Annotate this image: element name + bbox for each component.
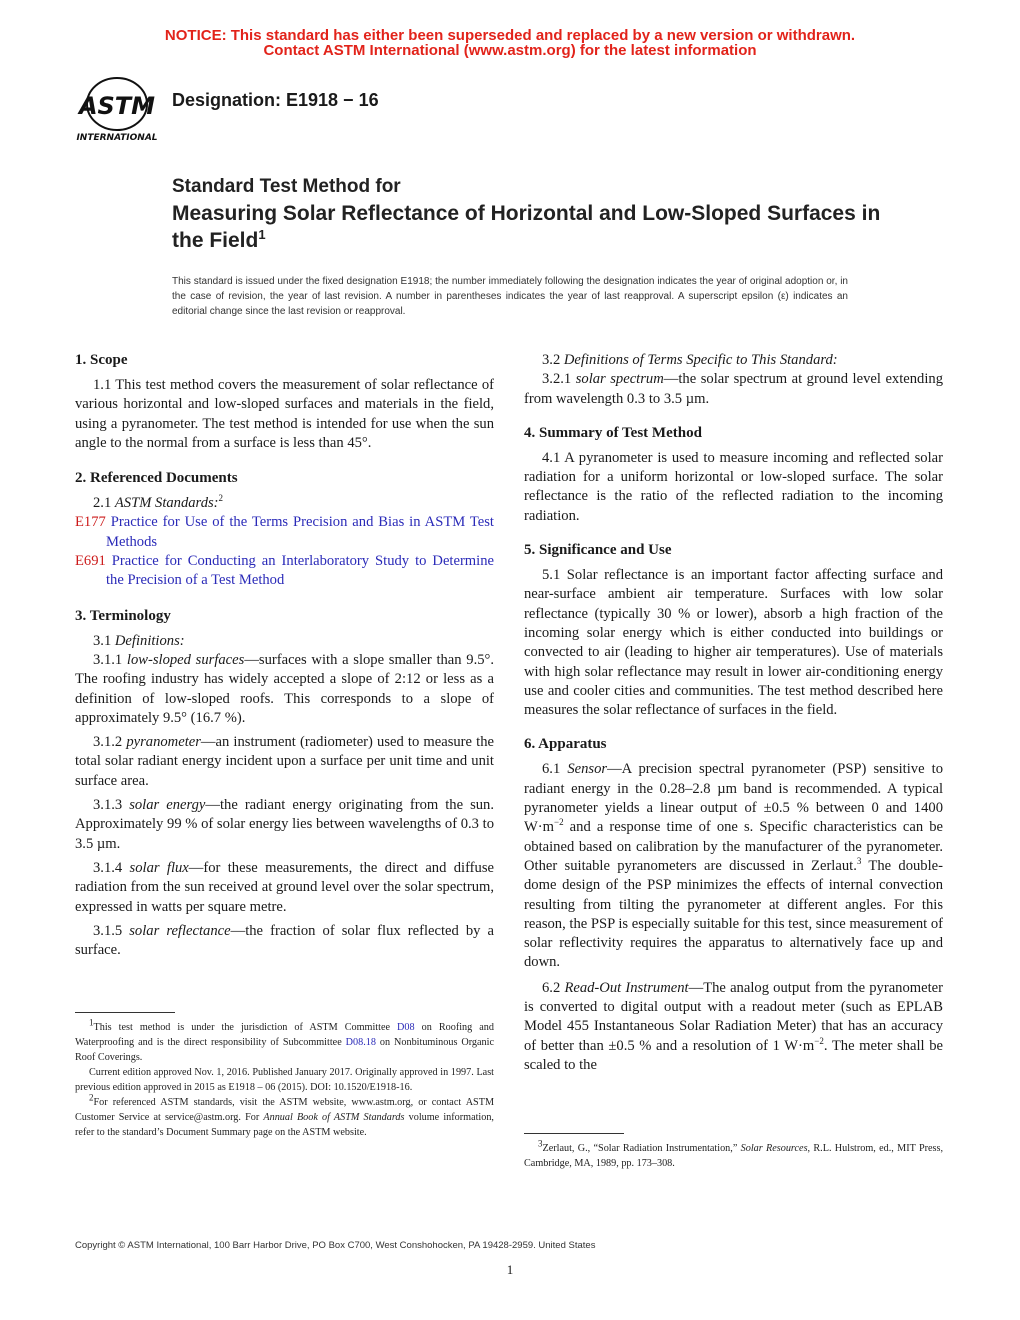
section-4-heading: 4. Summary of Test Method xyxy=(524,424,702,441)
para-6-1: 6.1 Sensor—A precision spectral pyranometer (PSP) sensitive to radiant energy in the 0.28–2.8 µm band is recommended. A typical pyranometer yields a linear output of ±0.5 % between 0 and 1400 $W\cdot m^{-2}$ and a response time of one s. Specific characteristics can be obtained based on calibration by the manufacturer of the pyranometer. Other suitable pyranometers are discussed in Zerlaut.$^3$ The double-dome design of the PSP minimizes the effects of internal convection resulting from tilting the pyranometer at different angles. For this reason, the PSP is especially suitable for this test, since measurement of solar reflectivity requires the apparatus to alternatively face up and down. xyxy=(524,761,943,971)
footnote-3: $^3$Zerlaut, G., “Solar Radiation Instrumentation,” Solar Resources, R.L. Hulstrom, ed., MIT Press, Cambridge, MA, 1989, pp. 173–308. xyxy=(524,1138,943,1169)
def-3-1-5: 3.1.5 solar reflectance—the fraction of solar flux reflected by a surface. xyxy=(75,922,494,959)
footnote-1-edition: Current edition approved Nov. 1, 2016. Published January 2017. Originally approved in 1997. Last previous edition approved in 2015 as E1918 – 06 (2015). DOI: 10.1520/E1918-16. xyxy=(75,1067,494,1093)
footnotes-left xyxy=(75,1017,494,1140)
logo-subtext: INTERNATIONAL xyxy=(76,133,158,143)
footnote-rule-left xyxy=(75,1012,175,1013)
footnote-2: $^2$For referenced ASTM standards, visit the ASTM website, www.astm.org, or contact ASTM Customer Service at service@astm.org. For Annual Book of ASTM Standards volume information, refer to the standard’s Document Summary page on the ASTM website. xyxy=(75,1092,494,1138)
def-3-1-2: 3.1.2 pyranometer—an instrument (radiometer) used to measure the total solar radiant energy incident upon a surface per unit time and unit surface area. xyxy=(75,734,494,789)
copyright-footer: Copyright © ASTM International, 100 Barr Harbor Drive, PO Box C700, West Conshohocken, PA 19428-2959. United States xyxy=(75,1240,596,1251)
def-3-2-1: 3.2.1 solar spectrum—the solar spectrum at ground level extending from wavelength 0.3 to 3.5 µm. xyxy=(524,371,943,407)
astm-logo xyxy=(74,74,160,144)
ref-e177[interactable]: E177 Practice for Use of the Terms Precision and Bias in ASTM Test Methods xyxy=(75,514,494,550)
def-3-1-3: 3.1.3 solar energy—the radiant energy originating from the sun. Approximately 99 % of solar energy lies between wavelengths of 0.3 to 3.5 µm. xyxy=(75,797,494,852)
notice-line-1: NOTICE: This standard has either been superseded and replaced by a new version or withdrawn. xyxy=(164,27,856,44)
section-2-heading: 2. Referenced Documents xyxy=(75,470,238,487)
left-column xyxy=(75,351,494,960)
para-1-1: 1.1 This test method covers the measurement of solar reflectance of various horizontal and low-sloped surfaces and materials in the field, using a pyranometer. The test method is intended for use when the sun angle to the normal from a surface is less than 45°. xyxy=(75,377,494,451)
page-number: 1 xyxy=(506,1262,514,1277)
section-6-heading: 6. Apparatus xyxy=(524,736,607,753)
footnote-1: $^1$This test method is under the jurisdiction of ASTM Committee D08 on Roofing and Waterproofing and is the direct responsibility of Subcommittee D08.18 on Nonbituminous Organic Roof Coverings. xyxy=(75,1017,494,1063)
title-line-2: Measuring Solar Reflectance of Horizontal and Low-Sloped Surfaces in the Field$^1$ xyxy=(172,202,881,252)
title-line-1: Standard Test Method for xyxy=(172,176,401,197)
def-3-1-4: 3.1.4 solar flux—for these measurements, the direct and diffuse radiation from the sun received at ground level over the solar spectrum, expressed in watts per square metre. xyxy=(75,859,494,915)
def-3-1-1: 3.1.1 low-sloped surfaces—surfaces with a slope smaller than 9.5°. The roofing industry has widely accepted a slope of 2:12 or less as a definition of low-sloped roofs. This corresponds to a slope of approximately 9.5° (16.7 %). xyxy=(75,651,495,726)
section-1-heading: 1. Scope xyxy=(75,352,128,368)
footnotes-right xyxy=(524,1138,943,1171)
para-3-1: 3.1 Definitions: xyxy=(93,632,185,649)
section-3-heading: 3. Terminology xyxy=(75,607,171,624)
para-6-2: 6.2 Read-Out Instrument—The analog output from the pyranometer is converted to digital output with a readout meter (such as EPLAB Model 455 Instantaneous Solar Radiation Meter) that has an accuracy of better than ±0.5 % and a resolution of 1 $W\cdot m^{-2}$. The meter shall be scaled to the xyxy=(524,979,943,1073)
para-3-2: 3.2 Definitions of Terms Specific to This Standard: xyxy=(542,352,838,368)
designation: Designation: E1918 − 16 xyxy=(172,90,379,110)
logo-text: ASTM xyxy=(78,92,156,120)
para-5-1: 5.1 Solar reflectance is an important factor affecting surface and near-surface ambient air temperature. Surfaces with low solar reflectance (typically 30 % or lower), absorb a high fraction of the incoming solar energy which is either conducted into buildings or convected to air (leading to higher air temperatures). Use of materials with high solar reflectance may result in lower air-conditioning energy use and cooler cities and communities. The test method described here measures the solar reflectance of surfaces in the field. xyxy=(524,567,943,719)
footnote-rule-right xyxy=(524,1133,624,1134)
notice-line-2: Contact ASTM International (www.astm.org) for the latest information xyxy=(263,42,757,59)
right-column xyxy=(524,351,943,1075)
preamble: This standard is issued under the fixed designation E1918; the number immediately following the designation indicates the year of original adoption or, in the case of revision, the year of last revision. A number in parentheses indicates the year of last reapproval. A superscript epsilon (ε) indicates an editorial change since the last revision or reapproval. xyxy=(172,276,848,317)
ref-e691[interactable]: E691 Practice for Conducting an Interlaboratory Study to Determine the Precision of a Test Method xyxy=(75,553,494,589)
section-5-heading: 5. Significance and Use xyxy=(524,542,672,559)
para-4-1: 4.1 A pyranometer is used to measure incoming and reflected solar radiation for a uniform horizontal or low-sloped surface. The solar reflectance is the ratio of the reflected radiation to the incoming radiation. xyxy=(524,449,943,524)
para-2-1: 2.1 ASTM Standards:$^2$ xyxy=(93,493,224,512)
